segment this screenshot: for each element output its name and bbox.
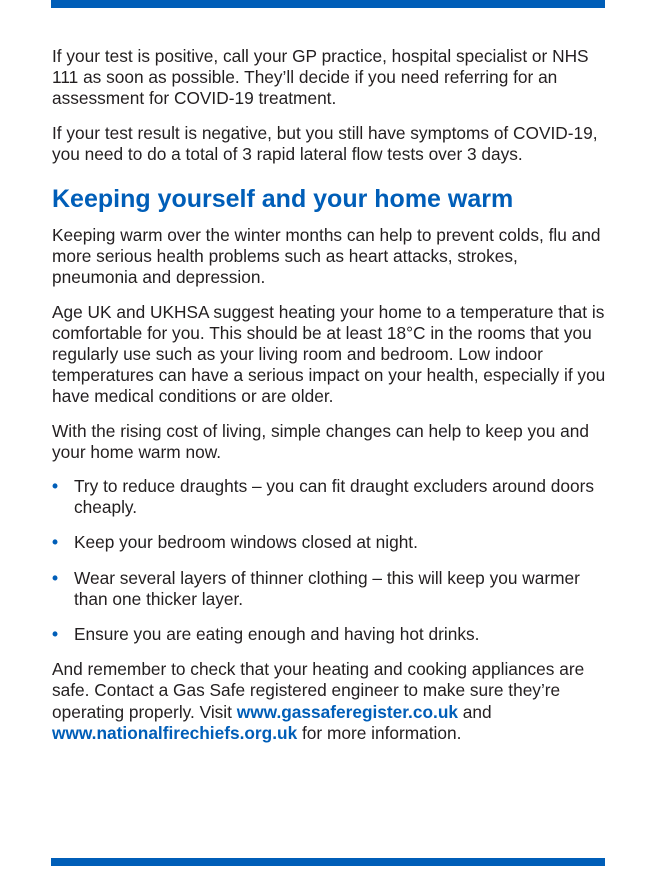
bullet-icon: • — [52, 567, 59, 588]
list-item — [52, 624, 608, 645]
bullet-icon: • — [52, 624, 59, 645]
list-item-text: Keep your bedroom windows closed at night. — [74, 532, 418, 553]
bullet-icon: • — [52, 532, 59, 553]
section-paragraph-winter: Keeping warm over the winter months can help to prevent colds, flu and more serious health problems such as heart attacks, strokes, pneumonia and depression. — [52, 225, 601, 288]
tips-list — [52, 476, 608, 645]
section-paragraph-temperature: Age UK and UKHSA suggest heating your home to a temperature that is comfortable for you. This should be at least 18°C in the rooms that you regularly use such as your living room and bedroom. Low indoor temperatures can have a serious impact on your health, especially if you have medical conditions or are older. — [52, 301, 606, 407]
national-fire-chiefs-link[interactable]: www.nationalfirechiefs.org.uk — [52, 722, 298, 743]
closing-text-2: and — [458, 701, 492, 722]
closing-text-1: And remember to check that your heating and cooking appliances are safe. Contact a Gas Safe registered engineer to make sure they’re operating properly. Visit — [52, 659, 585, 722]
list-item — [52, 532, 608, 553]
section-heading: Keeping yourself and your home warm — [52, 185, 514, 214]
gas-safe-register-link[interactable]: www.gassaferegister.co.uk — [236, 701, 458, 722]
section-paragraph-cost-of-living: With the rising cost of living, simple changes can help to keep you and your home warm now. — [52, 420, 589, 462]
list-item — [52, 568, 608, 610]
closing-paragraph — [52, 659, 608, 744]
closing-text-3: for more information. — [297, 722, 462, 743]
list-item-text: Wear several layers of thinner clothing – this will keep you warmer than one thicker layer. — [74, 567, 580, 609]
list-item — [52, 476, 608, 518]
bullet-icon: • — [52, 476, 59, 497]
top-accent-rule — [51, 0, 605, 8]
intro-paragraph-positive-test: If your test is positive, call your GP practice, hospital specialist or NHS 111 as soon as possible. They’ll decide if you need referring for an assessment for COVID-19 treatment. — [52, 46, 589, 109]
list-item-text: Try to reduce draughts – you can fit draught excluders around doors cheaply. — [74, 476, 595, 518]
page-content — [52, 46, 608, 757]
intro-paragraph-negative-test: If your test result is negative, but you still have symptoms of COVID-19, you need to do a total of 3 rapid lateral flow tests over 3 days. — [52, 122, 598, 164]
list-item-text: Ensure you are eating enough and having hot drinks. — [74, 624, 480, 645]
bottom-accent-rule — [51, 858, 605, 866]
